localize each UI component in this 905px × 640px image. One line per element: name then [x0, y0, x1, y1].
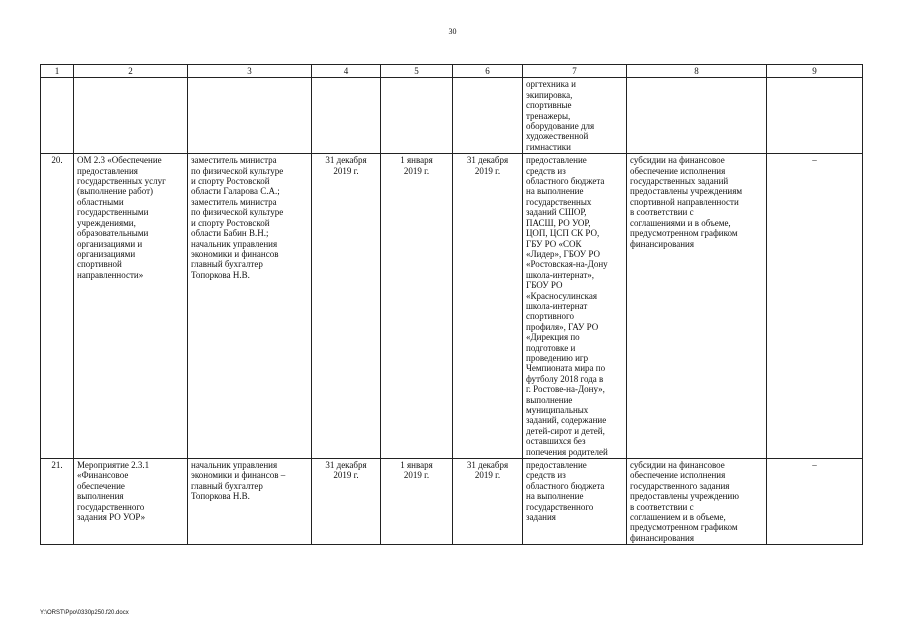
cell-result: оргтехника и экипировка, спортивные тренажеры, оборудование для художественной гимнастики — [523, 78, 627, 154]
cell-note: – — [767, 459, 863, 545]
cell-executor: начальник управления экономики и финансов – главный бухгалтер Топоркова Н.В. — [188, 459, 312, 545]
column-header: 2 — [74, 65, 188, 78]
cell-date: 31 декабря 2019 г. — [312, 459, 381, 545]
column-header: 9 — [767, 65, 863, 78]
column-header: 5 — [381, 65, 453, 78]
cell-empty — [74, 78, 188, 154]
cell-result: предоставление средств из областного бюджета на выполнение государственного задания — [523, 459, 627, 545]
cell-measure-name: Мероприятие 2.3.1 «Финансовое обеспечение выполнения государственного задания РО УОР» — [74, 459, 188, 545]
cell-empty — [767, 78, 863, 154]
column-header: 1 — [41, 65, 74, 78]
cell-measure-name: ОМ 2.3 «Обеспечение предоставления государственных услуг (выполнение работ) областными государственными учреждениями, образовательными организациями и организациями спортивной направленности» — [74, 154, 188, 459]
cell-row-number: 21. — [41, 459, 74, 545]
table-row — [41, 459, 863, 545]
table-row-continuation — [41, 78, 863, 154]
column-header: 4 — [312, 65, 381, 78]
cell-note: – — [767, 154, 863, 459]
cell-date: 31 декабря 2019 г. — [453, 154, 523, 459]
cell-result: предоставление средств из областного бюджета на выполнение государственных заданий СШОР, ПАСШ, РО УОР, ЦОП, ЦСП СК РО, ГБУ РО «СОК «Лидер», ГБОУ РО «Ростовская-на-Дону школа-интернат», ГБОУ РО «Красносулинская школа-интернат спортивного профиля», ГАУ РО «Дирекция по подготовке и проведению игр Чемпионата мира по футболу 2018 года в г. Ростове-на-Дону», выполнение муниципальных заданий, содержание детей-сирот и детей, оставшихся без попечения родителей — [523, 154, 627, 459]
cell-outcome: субсидии на финансовое обеспечение исполнения государственных заданий предоставлены учреждениям спортивной направленности в соответствии с соглашениями и в объеме, предусмотренном графиком финансирования — [627, 154, 767, 459]
column-header: 3 — [188, 65, 312, 78]
cell-empty — [453, 78, 523, 154]
cell-date: 31 декабря 2019 г. — [453, 459, 523, 545]
file-path: Y:\ORST\Ppo\0330p250.f20.docx — [40, 610, 129, 616]
page-number: 30 — [448, 27, 457, 36]
column-header: 6 — [453, 65, 523, 78]
cell-outcome: субсидии на финансовое обеспечение исполнения государственного задания предоставлены учреждению в соответствии с соглашением и в объеме, предусмотренном графиком финансирования — [627, 459, 767, 545]
cell-empty — [381, 78, 453, 154]
table-row — [41, 154, 863, 459]
cell-date: 1 января 2019 г. — [381, 154, 453, 459]
cell-empty — [312, 78, 381, 154]
cell-empty — [188, 78, 312, 154]
plan-table — [40, 64, 863, 545]
column-header: 8 — [627, 65, 767, 78]
cell-row-number: 20. — [41, 154, 74, 459]
column-number-row — [41, 65, 863, 78]
cell-empty — [41, 78, 74, 154]
cell-date: 1 января 2019 г. — [381, 459, 453, 545]
column-header: 7 — [523, 65, 627, 78]
cell-executor: заместитель министра по физической культуре и спорту Ростовской области Галарова С.А.; заместитель министра по физической культуре и спорту Ростовской области Бабин В.Н.; начальник управления экономики и финансов главный бухгалтер Топоркова Н.В. — [188, 154, 312, 459]
cell-empty — [627, 78, 767, 154]
cell-date: 31 декабря 2019 г. — [312, 154, 381, 459]
